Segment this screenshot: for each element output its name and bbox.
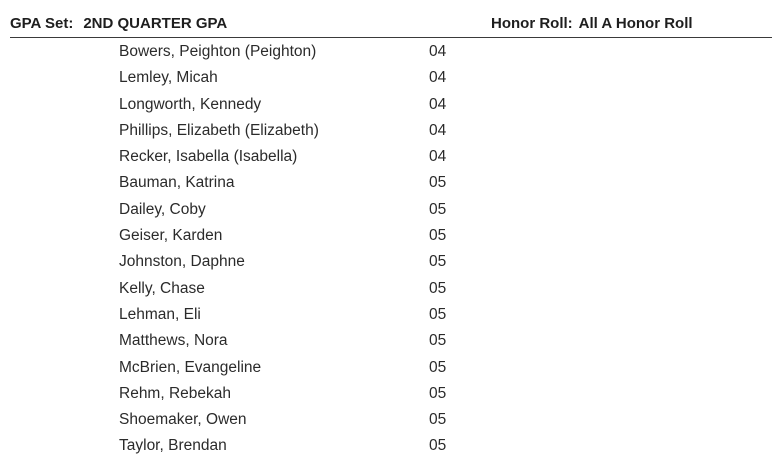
student-name: Johnston, Daphne — [119, 253, 245, 271]
student-name: Bauman, Katrina — [119, 174, 235, 192]
student-name: Longworth, Kennedy — [119, 95, 262, 113]
student-row — [0, 170, 772, 196]
student-row — [0, 39, 772, 65]
student-row — [0, 118, 772, 144]
student-name: Recker, Isabella (Isabella) — [119, 148, 298, 166]
student-grade: 05 — [429, 358, 447, 376]
gpa-set-label: GPA Set: — [10, 15, 74, 32]
student-row — [0, 223, 772, 249]
report-header — [10, 15, 772, 37]
student-grade: 05 — [429, 384, 447, 402]
student-row — [0, 355, 772, 381]
student-row — [0, 197, 772, 223]
student-name: Kelly, Chase — [119, 279, 205, 297]
header-divider — [10, 37, 772, 38]
student-name: Dailey, Coby — [119, 200, 206, 218]
student-row — [0, 65, 772, 91]
student-row — [0, 249, 772, 275]
student-list — [0, 39, 772, 460]
student-name: Geiser, Karden — [119, 227, 223, 245]
student-grade: 04 — [429, 95, 447, 113]
honor-roll-value: All A Honor Roll — [578, 15, 693, 32]
student-grade: 05 — [429, 332, 447, 350]
student-row — [0, 302, 772, 328]
student-row — [0, 144, 772, 170]
student-name: Taylor, Brendan — [119, 437, 227, 455]
gpa-set-value: 2ND QUARTER GPA — [83, 15, 228, 32]
student-grade: 04 — [429, 148, 447, 166]
student-grade: 05 — [429, 200, 447, 218]
student-grade: 04 — [429, 121, 447, 139]
student-row — [0, 407, 772, 433]
student-grade: 05 — [429, 411, 447, 429]
student-name: McBrien, Evangeline — [119, 358, 262, 376]
student-row — [0, 92, 772, 118]
student-name: Bowers, Peighton (Peighton) — [119, 43, 317, 60]
student-grade: 05 — [429, 279, 447, 297]
student-grade: 05 — [429, 253, 447, 271]
student-row — [0, 381, 772, 407]
student-name: Lemley, Micah — [119, 69, 218, 87]
student-grade: 04 — [429, 43, 447, 60]
student-grade: 05 — [429, 305, 447, 323]
student-name: Shoemaker, Owen — [119, 411, 247, 429]
student-row — [0, 276, 772, 302]
student-row — [0, 328, 772, 354]
student-name: Rehm, Rebekah — [119, 384, 232, 402]
student-name: Lehman, Eli — [119, 305, 201, 323]
student-grade: 05 — [429, 174, 447, 192]
gpa-set — [10, 15, 227, 32]
student-grade: 04 — [429, 69, 447, 87]
honor-roll — [491, 15, 693, 32]
student-name: Matthews, Nora — [119, 332, 228, 350]
student-row — [0, 433, 772, 459]
honor-roll-label: Honor Roll: — [491, 15, 573, 32]
student-grade: 05 — [429, 227, 447, 245]
student-grade: 05 — [429, 437, 447, 455]
student-name: Phillips, Elizabeth (Elizabeth) — [119, 121, 319, 139]
